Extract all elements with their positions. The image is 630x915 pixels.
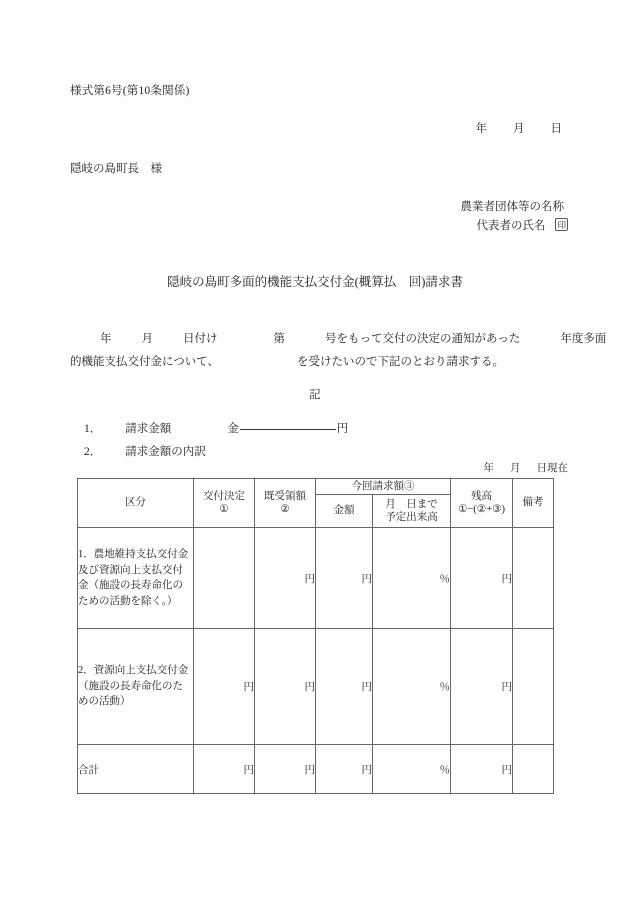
table-row xyxy=(78,528,554,629)
date-day: 日 xyxy=(550,123,562,135)
seal-icon: 印 xyxy=(557,220,566,230)
header-kingaku: 金額 xyxy=(316,495,373,528)
row1-kijuryo-cell[interactable]: 円 xyxy=(255,528,316,629)
item2-label: 請求金額の内訳 xyxy=(125,446,206,458)
total-kingaku-cell[interactable]: 円 xyxy=(316,745,373,794)
table-row-total xyxy=(78,745,554,794)
document-date-line xyxy=(0,120,562,136)
asof-year: 年 xyxy=(483,463,494,474)
row2-biko-cell[interactable] xyxy=(513,629,554,745)
date-year: 年 xyxy=(475,123,487,135)
body-notice-text: 号をもって交付の決定の通知があった xyxy=(325,333,521,345)
body-year: 年 xyxy=(100,333,112,345)
applicant-block xyxy=(460,198,568,236)
body-month: 月 xyxy=(141,333,153,345)
row1-zandaka-cell[interactable]: 円 xyxy=(451,528,513,629)
header-kijuryo xyxy=(255,479,316,528)
header-kubun: 区分 xyxy=(78,479,194,528)
body-line-1 xyxy=(70,328,607,351)
row1-biko-cell[interactable] xyxy=(513,528,554,629)
item1-currency-prefix: 金 xyxy=(227,423,239,435)
header-dekidaka-line2: 予定出来高 xyxy=(385,512,438,523)
applicant-representative-label: 代表者の氏名 xyxy=(476,220,546,232)
ki-mark: 記 xyxy=(309,389,321,401)
date-month: 月 xyxy=(513,123,525,135)
header-kijuryo-line2: ② xyxy=(280,504,290,515)
row1-kettei-cell[interactable] xyxy=(194,528,255,629)
item1-number: 1． xyxy=(84,423,102,435)
item1-label: 請求金額 xyxy=(125,423,172,435)
table-header-row-1 xyxy=(78,479,554,495)
table-row xyxy=(78,629,554,745)
row1-category: 1．農地維持支払交付金及び資源向上支払交付金（施設の長寿命化のための活動を除く。） xyxy=(78,528,194,629)
body-paragraph xyxy=(70,328,607,374)
row1-dekidaka-cell[interactable]: ％ xyxy=(373,528,451,629)
claim-amount-input-blank[interactable] xyxy=(240,429,336,430)
header-kijuryo-line1: 既受領額 xyxy=(264,490,306,502)
body-request-text: を受けたいので下記のとおり請求する。 xyxy=(297,356,505,368)
header-kettei xyxy=(194,479,255,528)
item1-currency-suffix: 円 xyxy=(336,423,349,435)
header-kettei-line2: ① xyxy=(219,504,229,515)
total-kettei-cell[interactable]: 円 xyxy=(194,745,255,794)
asof-month: 月 xyxy=(510,463,521,474)
body-fiscal-year: 年度多面 xyxy=(560,333,607,345)
body-day-suffix: 日付け xyxy=(183,333,218,345)
breakdown-table xyxy=(77,478,554,794)
header-zandaka-line1: 残高 xyxy=(471,490,492,502)
as-of-date-line xyxy=(484,460,569,475)
header-konkai-group: 今回請求額③ xyxy=(316,479,451,495)
applicant-organization-label: 農業者団体等の名称 xyxy=(460,201,564,213)
row1-kingaku-cell[interactable]: 円 xyxy=(316,528,373,629)
form-number: 様式第6号(第10条関係) xyxy=(70,85,190,97)
total-biko-cell[interactable] xyxy=(513,745,554,794)
body-subsidy-text: 的機能支払交付金について、 xyxy=(70,356,220,368)
header-dekidaka-line1: 月 日まで xyxy=(385,498,438,510)
total-zandaka-cell[interactable]: 円 xyxy=(451,745,513,794)
breakdown-table-wrapper xyxy=(77,478,553,794)
item2-number: 2． xyxy=(84,446,102,458)
row2-category: 2．資源向上支払交付金（施設の長寿命化のための活動） xyxy=(78,629,194,745)
row2-dekidaka-cell[interactable]: ％ xyxy=(373,629,451,745)
claim-breakdown-item xyxy=(84,443,206,459)
header-kettei-line1: 交付決定 xyxy=(203,490,245,502)
header-zandaka xyxy=(451,479,513,528)
page-title: 隠岐の島町多面的機能支払交付金(概算払 回)請求書 xyxy=(167,275,463,289)
claim-amount-item xyxy=(84,420,348,436)
row2-kijuryo-cell[interactable]: 円 xyxy=(255,629,316,745)
total-category: 合計 xyxy=(78,745,194,794)
addressee: 隠岐の島町長 様 xyxy=(70,163,162,175)
row2-zandaka-cell[interactable]: 円 xyxy=(451,629,513,745)
header-biko: 備考 xyxy=(513,479,554,528)
body-line-2 xyxy=(70,351,568,374)
body-number-prefix: 第 xyxy=(273,333,285,345)
header-dekidaka xyxy=(373,495,451,528)
header-zandaka-line2: ①−(②+③) xyxy=(457,504,506,515)
total-kijuryo-cell[interactable]: 円 xyxy=(255,745,316,794)
row2-kettei-cell[interactable]: 円 xyxy=(194,629,255,745)
row2-kingaku-cell[interactable]: 円 xyxy=(316,629,373,745)
total-dekidaka-cell[interactable]: ％ xyxy=(373,745,451,794)
applicant-representative-row xyxy=(460,217,568,236)
asof-day: 日現在 xyxy=(536,463,568,474)
